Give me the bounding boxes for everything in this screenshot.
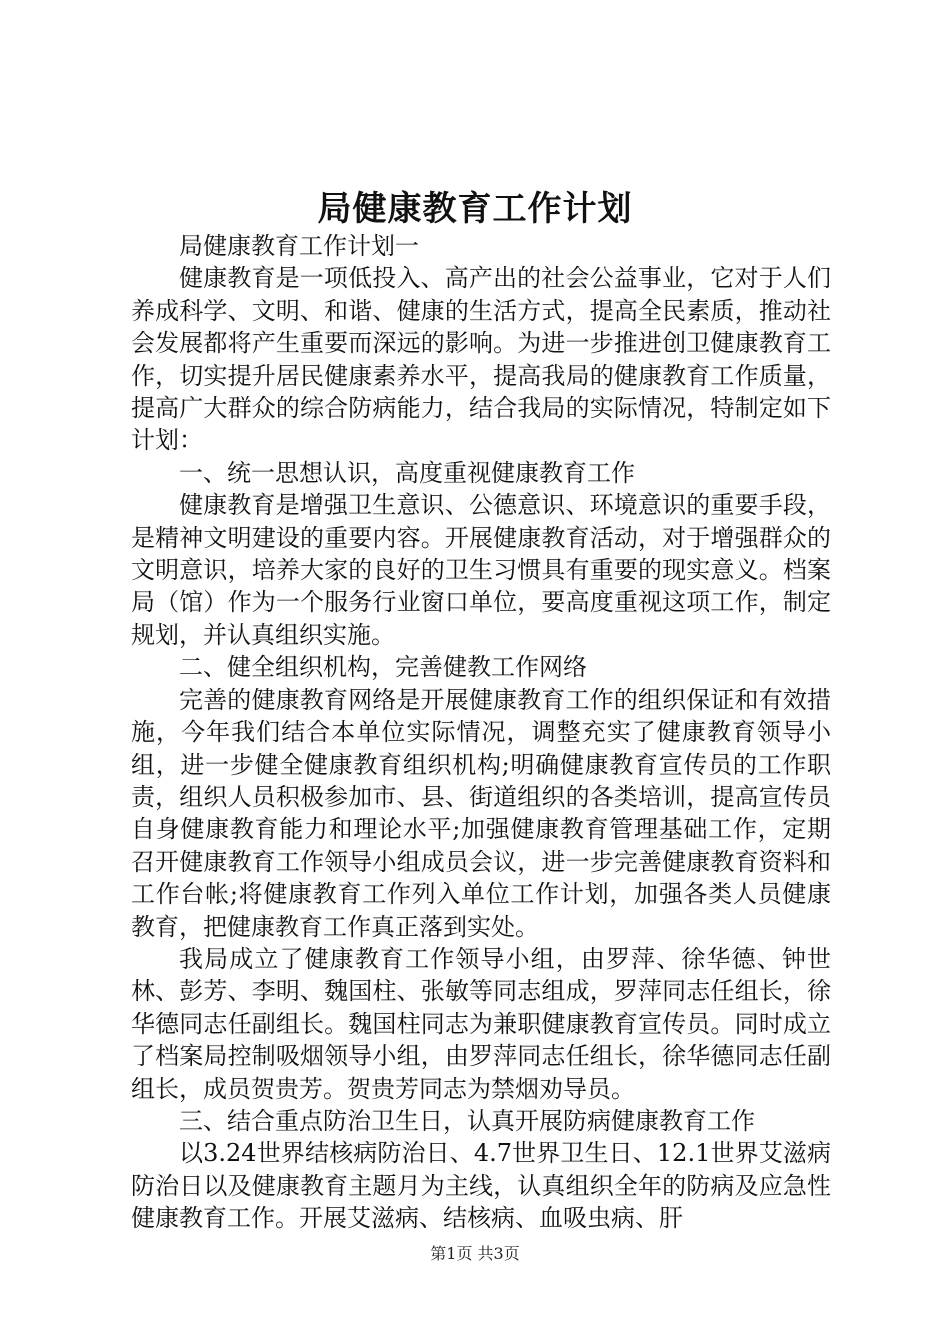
paragraph-section-2a: 完善的健康教育网络是开展健康教育工作的组织保证和有效措施，今年我们结合本单位实际情况，调整充实了健康教育领导小组，进一步健全健康教育组织机构;明确健康教育宣传员的工作职责，组织人员积极参加市、县、街道组织的各类培训，提高宣传员自身健康教育能力和理论水平;加强健康教育管理基础工作，定期召开健康教育工作领导小组成员会议，进一步完善健康教育资料和工作台帐;将健康教育工作列入单位工作计划，加强各类人员健康教育，把健康教育工作真正落到实处。 [131,685,831,941]
paragraph-intro: 健康教育是一项低投入、高产出的社会公益事业，它对于人们养成科学、文明、和谐、健康的生活方式，提高全民素质，推动社会发展都将产生重要而深远的影响。为进一步推进创卫健康教育工作，切实提升居民健康素养水平，提高我局的健康教育工作质量，提高广大群众的综合防病能力，结合我局的实际情况，特制定如下计划： [131,264,831,455]
section-heading-1: 一、统一思想认识，高度重视健康教育工作 [179,458,635,487]
section-heading-3: 三、结合重点防治卫生日，认真开展防病健康教育工作 [179,1106,755,1135]
document-body [131,230,831,1235]
paragraph-section-3: 以3.24世界结核病防治日、4.7世界卫生日、12.1世界艾滋病防治日以及健康教育主题月为主线，认真组织全年的防病及应急性健康教育工作。开展艾滋病、结核病、血吸虫病、肝 [131,1139,831,1233]
page-number-footer: 第1页 共3页 [430,1244,520,1263]
document-title: 局健康教育工作计划 [317,189,633,229]
paragraph-subtitle: 局健康教育工作计划一 [179,232,419,260]
section-heading-2: 二、健全组织机构，完善健教工作网络 [179,653,587,682]
paragraph-section-1: 健康教育是增强卫生意识、公德意识、环境意识的重要手段，是精神文明建设的重要内容。开展健康教育活动，对于增强群众的文明意识，培养大家的良好的卫生习惯具有重要的现实意义。档案局（馆）作为一个服务行业窗口单位，要高度重视这项工作，制定规划，并认真组织实施。 [131,491,831,649]
paragraph-section-2b: 我局成立了健康教育工作领导小组，由罗萍、徐华德、钟世林、彭芳、李明、魏国柱、张敏等同志组成，罗萍同志任组长，徐华德同志任副组长。魏国柱同志为兼职健康教育宣传员。同时成立了档案局控制吸烟领导小组，由罗萍同志任组长，徐华德同志任副组长，成员贺贵芳。贺贵芳同志为禁烟劝导员。 [131,944,831,1103]
